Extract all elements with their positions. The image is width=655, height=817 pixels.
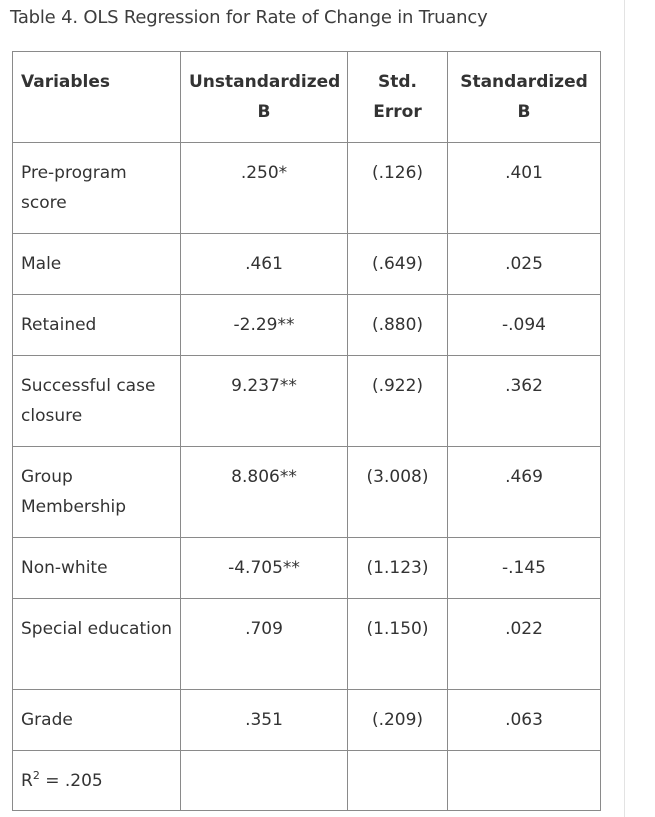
table-row [13, 538, 601, 599]
empty-cell [348, 751, 448, 811]
row-unstandardized-b: .461 [181, 234, 348, 295]
row-variable: Grade [13, 690, 181, 751]
r-squared-cell [13, 751, 181, 811]
row-standardized-b: .362 [448, 356, 601, 447]
row-std-error: (.922) [348, 356, 448, 447]
table-row [13, 447, 601, 538]
row-variable: Non-white [13, 538, 181, 599]
table-footer-row [13, 751, 601, 811]
row-std-error: (.209) [348, 690, 448, 751]
row-standardized-b: .022 [448, 599, 601, 690]
row-std-error: (3.008) [348, 447, 448, 538]
row-variable: Male [13, 234, 181, 295]
table-row [13, 143, 601, 234]
row-variable: Special education [13, 599, 181, 690]
row-standardized-b: .025 [448, 234, 601, 295]
row-unstandardized-b: .709 [181, 599, 348, 690]
row-variable: Group Membership [13, 447, 181, 538]
table-row [13, 690, 601, 751]
regression-table [12, 51, 601, 811]
row-unstandardized-b: .250* [181, 143, 348, 234]
r-squared-superscript: 2 [32, 769, 40, 782]
row-std-error: (1.150) [348, 599, 448, 690]
page-divider [624, 0, 625, 817]
row-std-error: (.880) [348, 295, 448, 356]
row-variable: Pre-program score [13, 143, 181, 234]
table-caption: Table 4. OLS Regression for Rate of Change in Truancy [10, 7, 488, 28]
header-standardized-b: Standardized B [448, 52, 601, 143]
row-variable: Successful case closure [13, 356, 181, 447]
row-standardized-b: .469 [448, 447, 601, 538]
r-squared-value: = .205 [39, 771, 103, 791]
row-standardized-b: -.094 [448, 295, 601, 356]
row-std-error: (.126) [348, 143, 448, 234]
table-row [13, 599, 601, 690]
table-row [13, 295, 601, 356]
table-row [13, 356, 601, 447]
empty-cell [448, 751, 601, 811]
row-std-error: (1.123) [348, 538, 448, 599]
table-header-row [13, 52, 601, 143]
header-variables: Variables [13, 52, 181, 143]
row-unstandardized-b: .351 [181, 690, 348, 751]
row-std-error: (.649) [348, 234, 448, 295]
table-row [13, 234, 601, 295]
empty-cell [181, 751, 348, 811]
header-std-error: Std. Error [348, 52, 448, 143]
row-unstandardized-b: 9.237** [181, 356, 348, 447]
row-unstandardized-b: -4.705** [181, 538, 348, 599]
row-unstandardized-b: 8.806** [181, 447, 348, 538]
row-standardized-b: .063 [448, 690, 601, 751]
r-squared-label: R [21, 771, 33, 791]
row-variable: Retained [13, 295, 181, 356]
row-standardized-b: -.145 [448, 538, 601, 599]
row-unstandardized-b: -2.29** [181, 295, 348, 356]
row-standardized-b: .401 [448, 143, 601, 234]
header-unstandardized-b: Unstandardized B [181, 52, 348, 143]
